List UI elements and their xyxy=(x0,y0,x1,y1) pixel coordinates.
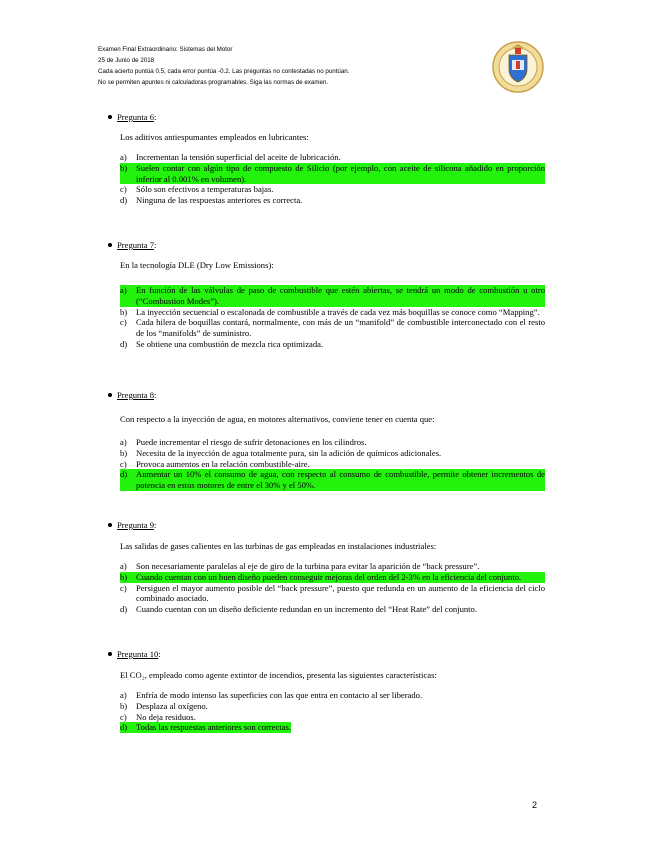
scoring-note: Cada acierto puntúa 0.5, cada error puntúa -0.2. Las preguntas no contestadas no puntúan. xyxy=(98,68,350,75)
question-title: Pregunta 7 xyxy=(117,240,154,250)
question-heading: Pregunta 10 : xyxy=(105,648,545,660)
question-7 xyxy=(105,239,545,350)
option-d: d) Se obtiene una combustión de mezcla rica optimizada. xyxy=(120,338,324,349)
rules-note: No se permiten apuntes ni calculadoras programables. Siga las normas de examen. xyxy=(98,79,329,86)
option-c: c) Cada hilera de boquillas contará, normalmente, con más de un “manifold” de combustible interconectado con el resto de los “manifolds” de suministro. xyxy=(120,317,545,339)
option-a: a) Incrementan la tensión superficial del aceite de lubricación. xyxy=(120,152,341,162)
option-c: c) Persiguen el mayor aumento posible del “back pressure”, puesto que redunda en un aumento de la eficiencia del ciclo combinado asociado. xyxy=(120,582,545,604)
page-number: 2 xyxy=(532,800,538,810)
question-heading: Pregunta 6 : xyxy=(105,111,545,123)
option-a: a) Puede incrementar el riesgo de sufrir detonaciones en los cilindros. xyxy=(120,437,367,447)
option-b-correct: b) Suelen contar con algún tipo de compuesto de Silicio (por ejemplo, con aceite de silicona añadido en proporción inferior al 0.001% en volumen). xyxy=(120,162,545,184)
question-stem: Las salidas de gases calientes en las turbinas de gas empleadas en instalaciones industriales: xyxy=(120,541,437,551)
question-title: Pregunta 6 xyxy=(117,112,154,122)
bullet-icon xyxy=(108,393,112,397)
option-b-correct: b) Cuando cuentan con un buen diseño pueden conseguir mejoras del orden del 2-3% en la eficiencia del conjunto. xyxy=(120,572,545,583)
option-c: c) No deja residuos. xyxy=(120,711,196,722)
question-stem: El CO₂, empleado como agente extintor de incendios, presenta las siguientes características: xyxy=(120,670,437,680)
question-6 xyxy=(105,111,545,206)
options-list xyxy=(105,437,545,491)
option-a-correct: a) En función de las válvulas de paso de combustible que estén abiertas, se tendrá un modo de combustión u otro (“Combustion Modes”). xyxy=(120,285,545,306)
question-title: Pregunta 10 xyxy=(117,649,159,659)
question-heading: Pregunta 7 : xyxy=(105,239,545,251)
option-c: c) Sólo son efectivos a temperaturas bajas. xyxy=(120,184,274,195)
option-d-correct: d) Aumentar un 10% el consumo de agua, con respecto al consumo de combustible, permite obtener incrementos de potencia en estos motores de entre el 30% y el 50%. xyxy=(120,469,545,491)
university-seal-icon xyxy=(492,39,544,95)
option-b: b) La inyección secuencial o escalonada de combustible a través de cada vez más boquillas se conoce como “Mapping”. xyxy=(120,306,540,317)
options-list xyxy=(105,152,545,206)
option-b: b) Necesita de la inyección de agua totalmente pura, sin la adición de químicos adicionales. xyxy=(120,447,442,458)
option-a: a) Enfría de modo intenso las superficies con las que entra en contacto al ser liberado. xyxy=(120,690,423,700)
option-d-correct: d) Todas las respuestas anteriores son correctas. xyxy=(120,722,291,733)
option-b: b) Desplaza al oxígeno. xyxy=(120,700,208,711)
question-title: Pregunta 9 xyxy=(117,520,154,530)
question-heading: Pregunta 9 : xyxy=(105,519,545,531)
option-d: d) Cuando cuentan con un diseño deficiente redundan en un incremento del “Heat Rate” del conjunto. xyxy=(120,604,478,615)
bullet-icon xyxy=(108,523,112,527)
question-heading: Pregunta 8 : xyxy=(105,389,545,401)
question-8 xyxy=(105,389,545,491)
exam-title: Examen Final Extraordinario: Sistemas del Motor xyxy=(98,46,233,53)
options-list xyxy=(105,285,545,350)
question-title: Pregunta 8 xyxy=(117,390,154,400)
option-d: d) Ninguna de las respuestas anteriores es correcta. xyxy=(120,195,303,206)
question-9 xyxy=(105,519,545,615)
question-stem: Con respecto a la inyección de agua, en motores alternativos, conviene tener en cuenta que: xyxy=(120,414,435,424)
bullet-icon xyxy=(108,243,112,247)
question-stem: En la tecnología DLE (Dry Low Emissions): xyxy=(120,260,274,270)
exam-date: 25 de Junio de 2018 xyxy=(98,57,155,64)
question-10 xyxy=(105,648,545,733)
option-a: a) Son necesariamente paralelas al eje de giro de la turbina para evitar la aparición de “back pressure”. xyxy=(120,561,480,571)
options-list xyxy=(105,561,545,615)
option-c: c) Provoca aumentos en la relación combustible-aire. xyxy=(120,458,310,469)
exam-header xyxy=(98,44,498,88)
bullet-icon xyxy=(108,652,112,656)
question-stem: Los aditivos antiespumantes empleados en lubricantes: xyxy=(120,132,309,142)
bullet-icon xyxy=(108,115,112,119)
options-list xyxy=(105,690,545,733)
